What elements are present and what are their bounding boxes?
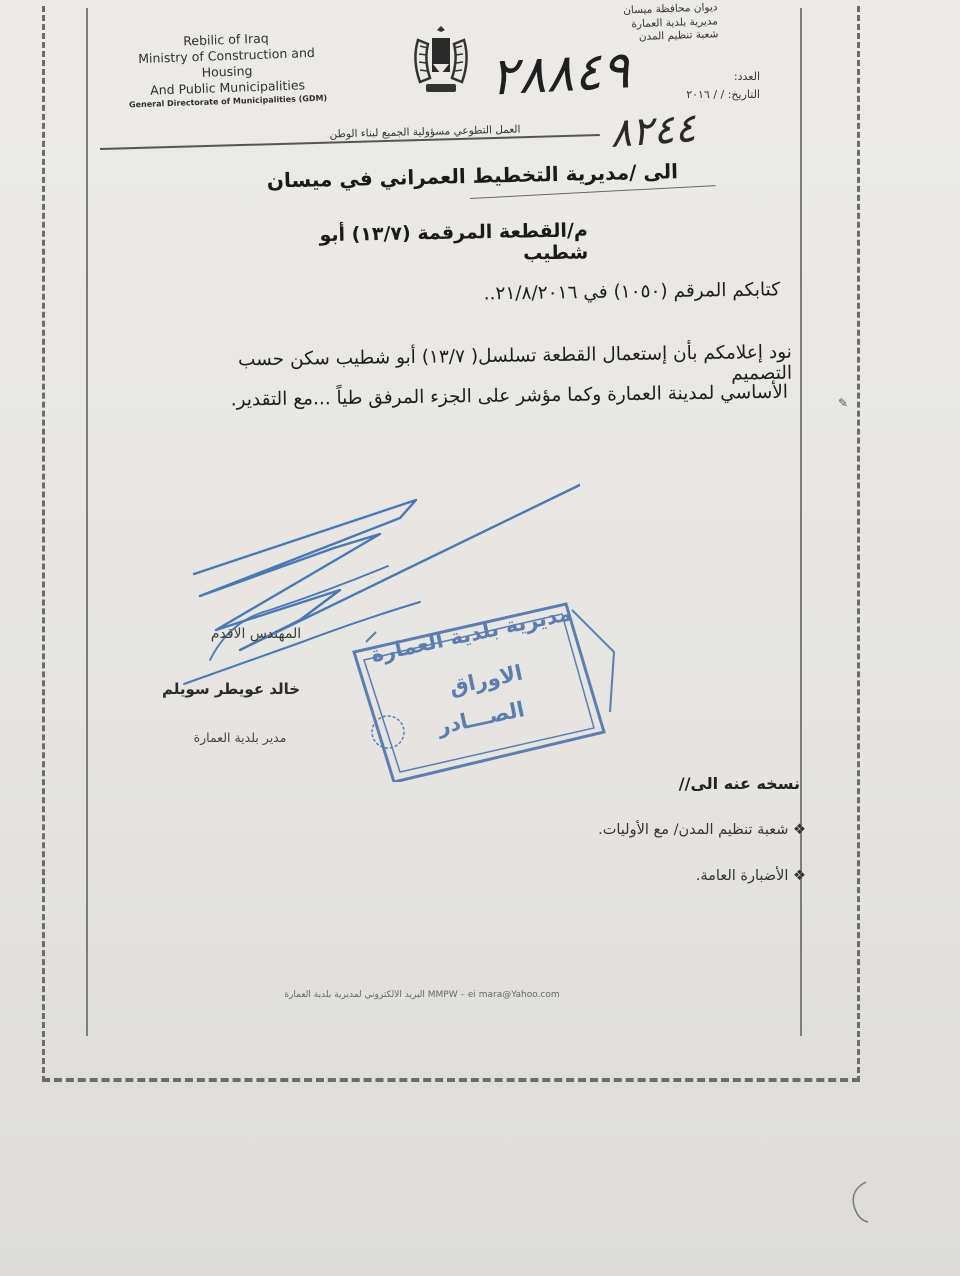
header-arabic (559, 1, 718, 47)
stamp-line-2: الاوراق (447, 660, 525, 700)
header-en-ministry: Ministry of Construction and (137, 44, 316, 67)
pen-mark-icon (844, 1176, 874, 1226)
signatory-name: خالد عويطر سويلم (161, 680, 301, 698)
handwritten-annotation: ٨٢٤٤ (608, 105, 698, 157)
header-en-country: Rebilic of Iraq (182, 30, 269, 49)
header-ar-governorate: ديوان محافظة ميسان (623, 1, 718, 17)
date-label: التاريخ: / / ٢٠١٦ (686, 88, 760, 101)
header-en-directorate: General Directorate of Municipalities (GDM) (128, 93, 328, 110)
copy-recipient-1: ❖ شعبة تنظيم المدن/ مع الأوليات. (598, 822, 806, 838)
margin-mark: ✎ (838, 396, 849, 410)
header-ar-division: شعبة تنظيم المدن (638, 28, 719, 44)
number-label: العدد: (733, 70, 760, 83)
footer-email: البريد الالكتروني لمديرية بلدية العمارة MMPW – ei mara@Yahoo.com (284, 990, 560, 1000)
reference-line: كتابكم المرقم (١٠٥٠) في ٢١/٨/٢٠١٦.. (483, 279, 781, 305)
header-ar-directorate: مديرية بلدية العمارة (631, 14, 719, 30)
header-en-ministry-3: And Public Municipalities (149, 77, 306, 98)
slogan: العمل التطوعي مسؤولية الجميع لبناء الوطن (329, 123, 521, 141)
signatory-role: مدير بلدية العمارة (193, 730, 287, 745)
header-en-ministry-2: Housing (201, 63, 253, 80)
iraq-emblem-icon (408, 20, 474, 112)
body-line-2: الأساسي لمدينة العمارة وكما مؤشر على الجزء المرفق طياً ...مع التقدير. (230, 381, 789, 411)
official-stamp (336, 582, 626, 782)
signatory-title: المهندس الاقدم (210, 626, 302, 642)
body-line-1: نود إعلامكم بأن إستعمال القطعة تسلسل( ١٣/٧) أبو شطيب سكن حسب التصميم (237, 341, 793, 385)
stamp-line-1: مديرية بلدية العمارة (368, 601, 574, 667)
handwritten-number: ٢٨٨٤٩ (488, 40, 632, 108)
copies-heading: نسخه عنه الى// (678, 774, 800, 793)
stamp-line-3: الصـــادر (435, 697, 527, 739)
addressee: الى /مديرية التخطيط العمراني في ميسان (266, 159, 679, 193)
subject-line: م/القطعة المرقمة (١٣/٧) أبو شطيب (319, 219, 589, 265)
header-english (111, 28, 344, 112)
copy-recipient-2: ❖ الأضبارة العامة. (695, 868, 806, 884)
